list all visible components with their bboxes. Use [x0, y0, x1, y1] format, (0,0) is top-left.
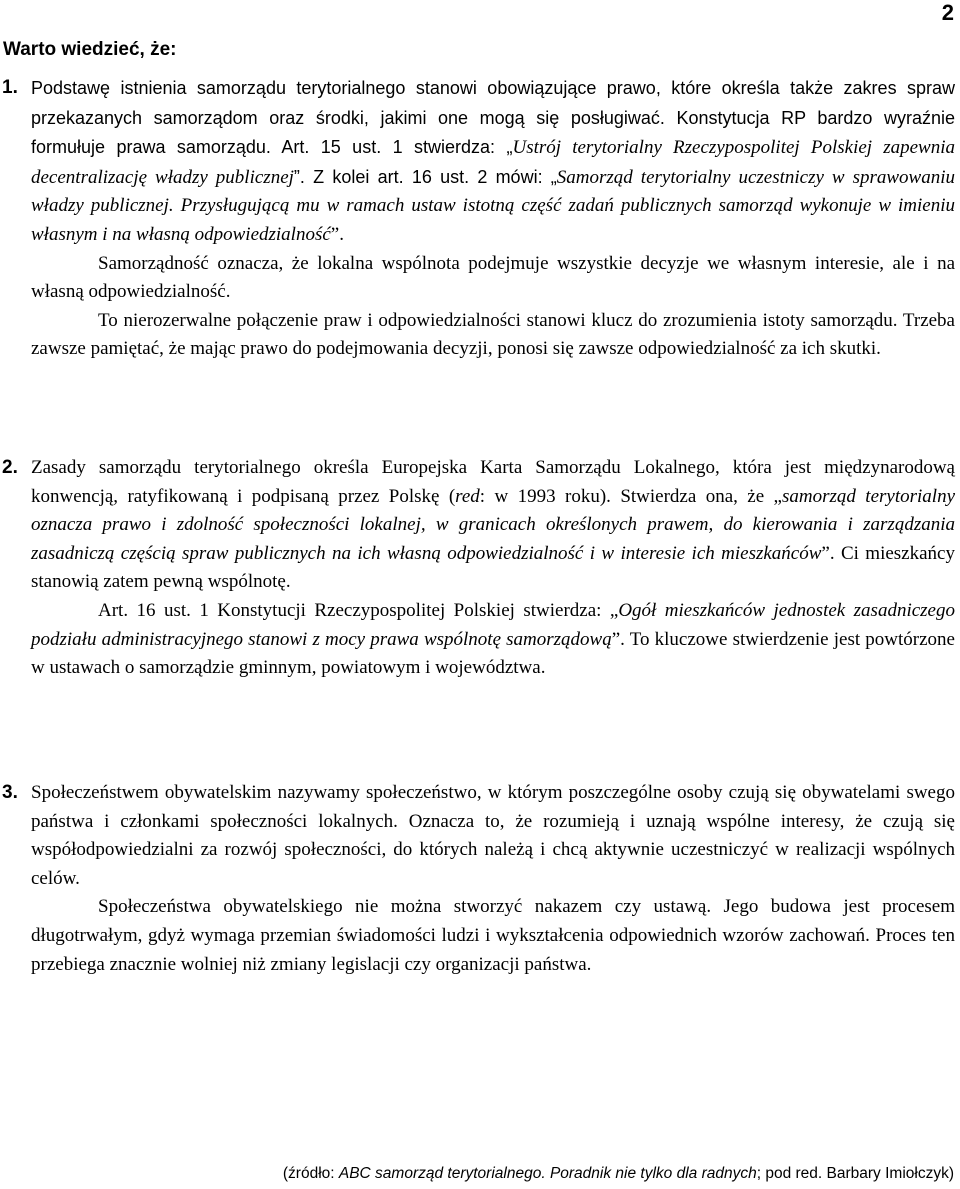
- page-number: 2: [941, 0, 954, 25]
- section-2-paragraph-2: Art. 16 ust. 1 Konstytucji Rzeczypospolitej Polskiej stwierdza: „Ogół mieszkańców jednostek zasadniczego podziału administracyjnego stanowi z mocy prawa wspólnotę samorządową”. To kluczowe stwierdzenie jest powtórzone w ustawach o samorządzie gminnym, powiatowym i województwa.: [31, 599, 955, 679]
- section-1-paragraph-2: Samorządność oznacza, że lokalna wspólnota podejmuje wszystkie decyzje we własnym interesie, ale i na własną odpowiedzialność.: [31, 252, 955, 303]
- section-1-paragraph-3: To nierozerwalne połączenie praw i odpowiedzialności stanowi klucz do zrozumienia istoty samorządu. Trzeba zawsze pamiętać, że mając prawo do podejmowania decyzji, ponosi się zawsze odpowiedzialność za ich skutki.: [31, 309, 955, 360]
- section-number: 1.: [2, 77, 18, 98]
- section-1-paragraph-1: Podstawę istnienia samorządu terytorialnego stanowi obowiązujące prawo, które określa także zakres spraw przekazanych samorządom oraz środki, jakimi one mogą się posługiwać. Konstytucja RP bardzo wyraźnie formułuje prawa samorządu. Art. 15 ust. 1 stwierdza: „Ustrój terytorialny Rzeczypospolitej Polskiej zapewnia decentralizację władzy publicznej”. Z kolei art. 16 ust. 2 mówi: „Samorząd terytorialny uczestniczy w sprawowaniu władzy publicznej. Przysługującą mu w ramach ustaw istotną część zadań publicznych samorząd wykonuje w imieniu własnym i na własną odpowiedzialność”.: [31, 78, 955, 245]
- section-3-paragraph-2: Społeczeństwa obywatelskiego nie można stworzyć nakazem czy ustawą. Jego budowa jest procesem długotrwałym, gdyż wymaga przemian świadomości ludzi i wykształcenia odpowiednich wzorów zachowań. Proces ten przebiega znacznie wolniej niż zmiany legislacji czy organizacji państwa.: [31, 896, 955, 975]
- section-2-paragraph-1: Zasady samorządu terytorialnego określa Europejska Karta Samorządu Lokalnego, która jest międzynarodową konwencją, ratyfikowaną i podpisaną przez Polskę (red: w 1993 roku). Stwierdza ona, że „samorząd terytorialny oznacza prawo i zdolność społeczności lokalnej, w granicach określonych prawem, do kierowania i zarządzania zasadniczą częścią spraw publicznych na ich własną odpowiedzialność i w interesie ich mieszkańców”. Ci mieszkańcy stanowią zatem pewną wspólnotę.: [31, 457, 956, 593]
- section-number: 2.: [2, 457, 18, 478]
- source-citation: (źródło: ABC samorząd terytorialnego. Poradnik nie tylko dla radnych; pod red. Barbary Imiołczyk): [282, 1165, 954, 1182]
- section-1: [2, 74, 955, 364]
- section-3: [2, 779, 955, 979]
- section-number: 3.: [2, 782, 18, 803]
- section-3-paragraph-1: Społeczeństwem obywatelskim nazywamy społeczeństwo, w którym poszczególne osoby czują się obywatelami swego państwa i członkami społeczności lokalnych. Oznacza to, że rozumieją i uznają wspólne interesy, że czują się współodpowiedzialni za rozwój społeczności, do których należą i chcą aktywnie uczestniczyć w realizacji wspólnych celów.: [31, 782, 955, 889]
- section-2: [2, 454, 956, 683]
- page-heading: Warto wiedzieć, że:: [3, 39, 177, 60]
